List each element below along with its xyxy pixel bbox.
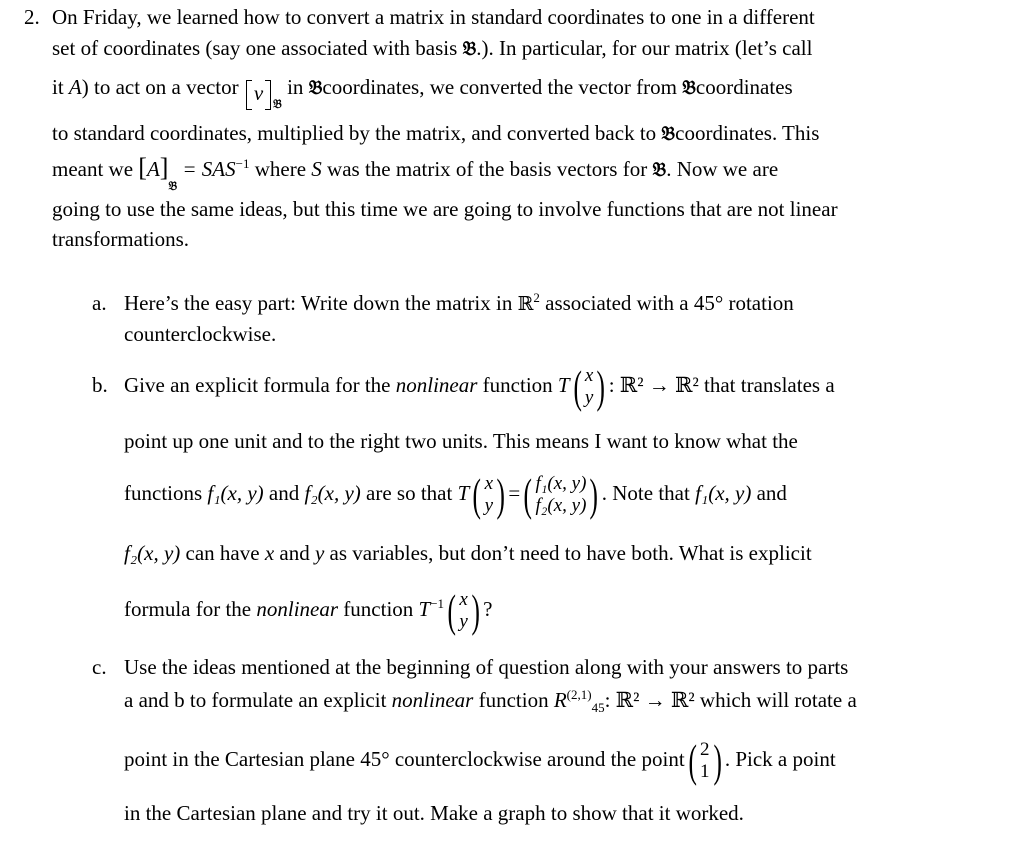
- problem-number: 2.: [24, 5, 40, 29]
- part-b-line-3: functions f₁(x, y) and f₂(x, y) are so that T( x y ) =( f₁(x, y) f₂(x, y) ) . Note that f₁(x, y) and: [124, 469, 787, 521]
- intro-line-3: it A) to act on a vector v $_𝔅$ in 𝔅coordinates, we converted the vector from 𝔅coordinates: [52, 75, 793, 111]
- vector-f: f₁(x, y) f₂(x, y): [535, 473, 587, 517]
- part-b-line-1: Give an explicit formula for the nonlinear function T( x y ) : ℝ² → ℝ² that translates a: [124, 361, 835, 413]
- basis-symbol: 𝔅: [462, 38, 477, 60]
- part-b-line-4: f₂(x, y) can have x and y as variables, but don’t need to have both. What is explicit: [124, 541, 812, 565]
- intro-line-4: to standard coordinates, multiplied by the matrix, and converted back to 𝔅coordinates. This: [52, 121, 820, 145]
- intro-line-2: set of coordinates (say one associated with basis 𝔅.). In particular, for our matrix (let’s call: [52, 36, 813, 60]
- part-b-label: b.: [92, 373, 108, 397]
- intro-line-7: transformations.: [52, 227, 190, 251]
- part-c-label: c.: [92, 655, 107, 679]
- part-c-line-4: in the Cartesian plane and try it out. Make a graph to show that it worked.: [124, 801, 744, 825]
- intro-line-1: On Friday, we learned how to convert a matrix in standard coordinates to one in a different: [52, 5, 815, 29]
- part-c-line-3: point in the Cartesian plane 45° counterclockwise around the point( 2 1 ) . Pick a point: [124, 735, 836, 787]
- part-b-line-2: point up one unit and to the right two units. This means I want to know what the: [124, 429, 798, 453]
- part-a-line-1: Here’s the easy part: Write down the matrix in ℝ$^2$ associated with a 45° rotation: [124, 290, 794, 315]
- part-c-line-1: Use the ideas mentioned at the beginning of question along with your answers to parts: [124, 655, 849, 679]
- intro-line-6: going to use the same ideas, but this time we are going to involve functions that are not linear: [52, 197, 838, 221]
- part-a-line-2: counterclockwise.: [124, 322, 277, 346]
- vector-xy: x y: [584, 365, 594, 409]
- part-a-label: a.: [92, 291, 107, 315]
- point-2-1: 2 1: [700, 739, 710, 783]
- part-c-line-2: a and b to formulate an explicit nonlinear function R$^{(2,1)}_{45}$: ℝ² → ℝ² which will rotate a: [124, 687, 857, 716]
- intro-line-5: meant we $[A]_𝔅 = SAS^{-1}$ where S was the matrix of the basis vectors for 𝔅. Now we are: [52, 153, 779, 193]
- vector-v: v: [246, 80, 271, 110]
- part-b-line-5: formula for the nonlinear function $T^{-1}$( x y ) ?: [124, 585, 493, 637]
